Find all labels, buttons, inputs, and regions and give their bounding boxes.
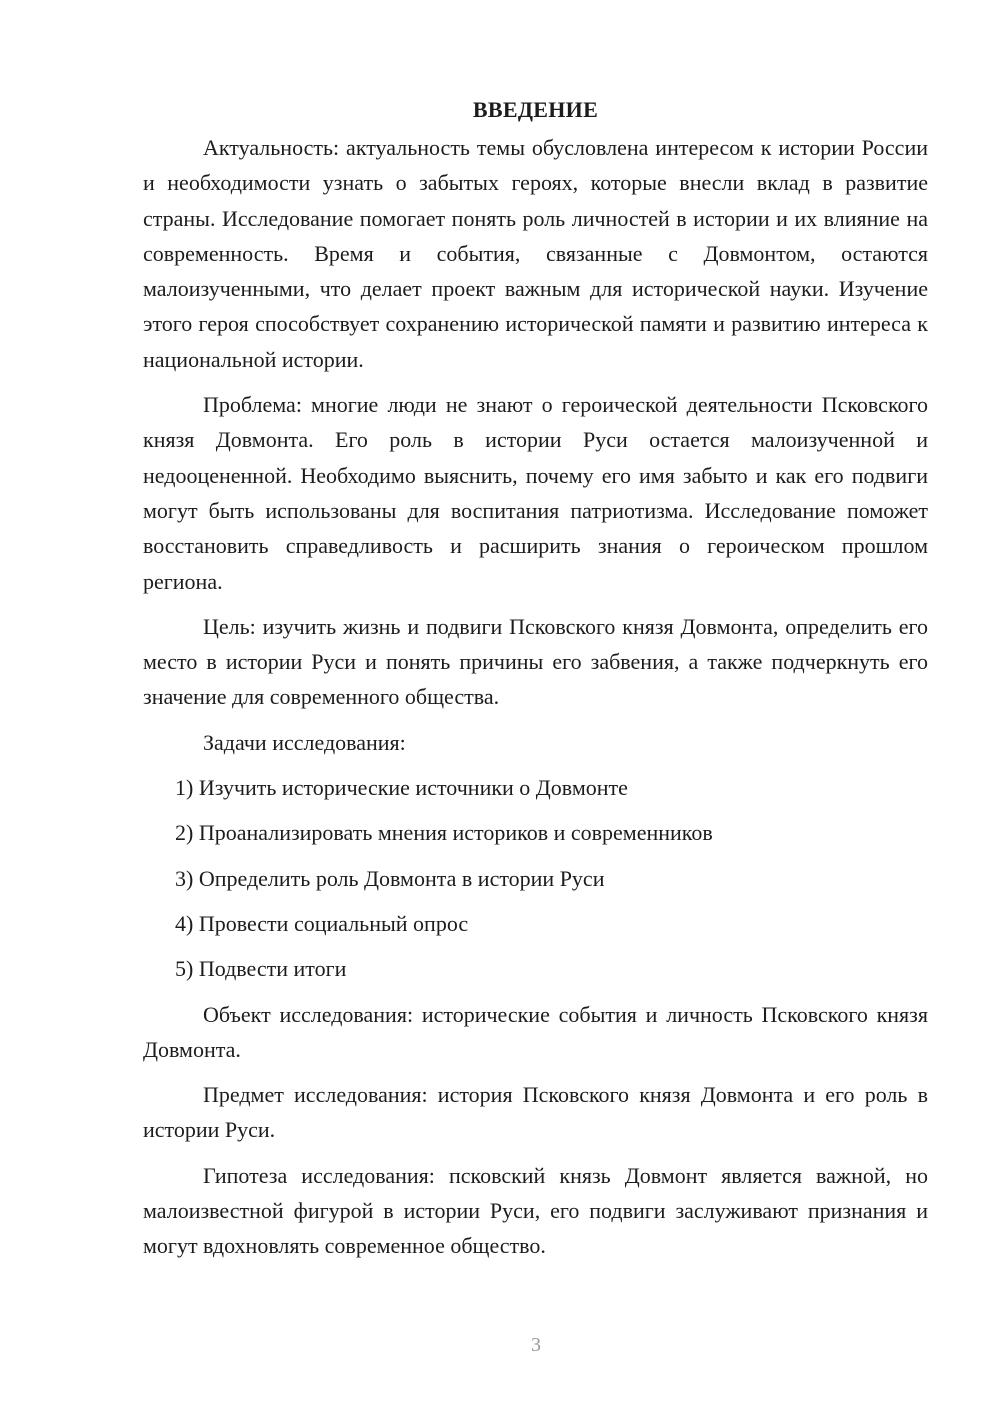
paragraph-subject: Предмет исследования: история Псковского князя Довмонта и его роль в истории Руси. — [143, 1082, 928, 1143]
task-item: 1) Изучить исторические источники о Довмонте — [175, 775, 628, 801]
paragraph-object: Объект исследования: исторические события и личность Псковского князя Довмонта. — [143, 1001, 928, 1062]
tasks-list — [143, 770, 928, 986]
paragraph-hypothesis: Гипотеза исследования: псковский князь Довмонт является важной, но малоизвестной фигурой в истории Руси, его подвиги заслуживают признания и могут вдохновлять современное общество. — [143, 1162, 928, 1259]
paragraph-goal: Цель: изучить жизнь и подвиги Псковского князя Довмонта, определить его место в истории Руси и понять причины его забвения, а также подчеркнуть его значение для современного общества. — [143, 613, 928, 710]
document-page — [143, 94, 928, 1274]
page-title: ВВЕДЕНИЕ — [472, 97, 599, 122]
task-item: 2) Проанализировать мнения историков и современников — [175, 820, 713, 846]
paragraph-relevance: Актуальность: актуальность темы обусловлена интересом к истории России и необходимости узнать о забытых героях, которые внесли вклад в развитие страны. Исследование помогает понять роль личностей в истории и их влияние на современность. Время и события, связанные с Довмонтом, остаются малоизученными, что делает проект важным для исторической науки. Изучение этого героя способствует сохранению исторической памяти и развитию интереса к национальной истории. — [143, 135, 928, 372]
paragraph-problem: Проблема: многие люди не знают о героической деятельности Псковского князя Довмонта. Его роль в истории Руси остается малоизученной и недооцененной. Необходимо выяснить, почему его имя забыто и как его подвиги могут быть использованы для воспитания патриотизма. Исследование поможет восстановить справедливость и расширить знания о героическом прошлом региона. — [143, 392, 928, 594]
tasks-heading: Задачи исследования: — [203, 729, 406, 755]
task-item: 3) Определить роль Довмонта в истории Руси — [175, 865, 605, 891]
task-item: 4) Провести социальный опрос — [175, 910, 469, 936]
page-number: 3 — [531, 1334, 541, 1356]
task-item: 5) Подвести итоги — [175, 956, 347, 982]
